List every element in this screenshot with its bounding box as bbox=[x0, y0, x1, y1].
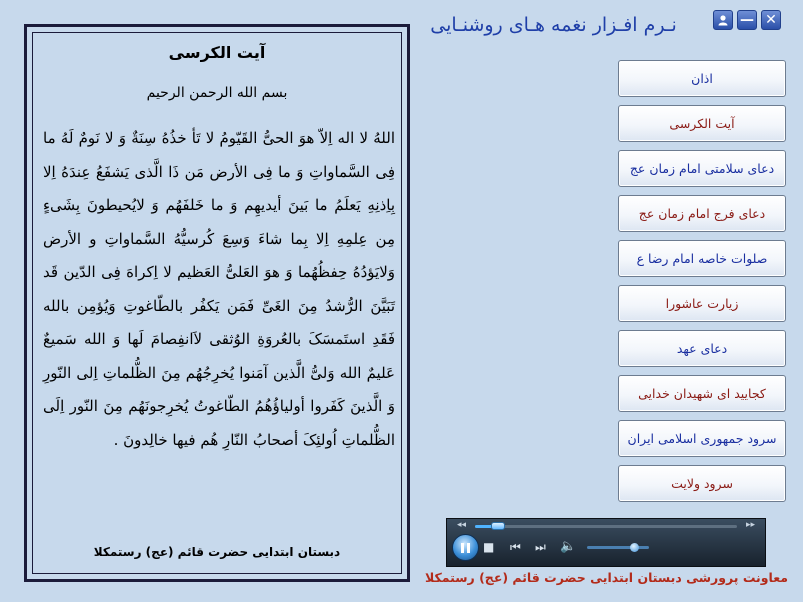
menu-button-faraj[interactable]: دعای فرج امام زمان عج bbox=[618, 195, 786, 232]
user-icon[interactable] bbox=[713, 10, 733, 30]
prayer-text-panel bbox=[24, 24, 410, 582]
pause-icon[interactable] bbox=[452, 534, 479, 561]
seek-bar[interactable] bbox=[475, 525, 737, 528]
stop-icon[interactable]: ■ bbox=[483, 540, 495, 554]
menu-button-ahd[interactable]: دعای عهد bbox=[618, 330, 786, 367]
window-controls bbox=[713, 10, 781, 30]
menu-button-salamati[interactable]: دعای سلامتی امام زمان عج bbox=[618, 150, 786, 187]
menu-button-shahidan[interactable]: کجایید ای شهیدان خدایی bbox=[618, 375, 786, 412]
seek-forward-icon[interactable]: ▸▸ bbox=[745, 520, 755, 530]
close-icon[interactable]: ✕ bbox=[761, 10, 781, 30]
menu-button-national-anthem[interactable]: سرود جمهوری اسلامی ایران bbox=[618, 420, 786, 457]
minimize-icon[interactable]: — bbox=[737, 10, 757, 30]
next-icon[interactable]: ⏭ bbox=[535, 540, 546, 554]
volume-slider[interactable] bbox=[587, 546, 649, 549]
prayer-title: آیت الکرسی bbox=[168, 43, 266, 62]
credit-text: معاونت پرورشی دبستان ابتدایی حضرت قائم (عج) رستمکلا bbox=[425, 570, 788, 585]
media-player bbox=[446, 518, 766, 567]
seek-thumb[interactable] bbox=[491, 522, 505, 530]
volume-icon[interactable]: 🔈 bbox=[560, 539, 577, 554]
menu-button-azan[interactable]: اذان bbox=[618, 60, 786, 97]
basmala: بسم الله الرحمن الرحیم bbox=[146, 85, 288, 101]
menu-button-velayat[interactable]: سرود ولایت bbox=[618, 465, 786, 502]
school-footer: دبستان ابتدایی حضرت قائم (عج) رستمکلا bbox=[93, 545, 341, 559]
menu-button-ziyarat-ashura[interactable]: زیارت عاشورا bbox=[618, 285, 786, 322]
app-title: نـرم افـزار نغمه هـای روشنـایی bbox=[430, 14, 677, 36]
menu-button-ayat-al-kursi[interactable]: آیت الکرسی bbox=[618, 105, 786, 142]
volume-thumb[interactable] bbox=[630, 543, 639, 552]
prayer-text: اللهُ لا اله اِلاّ هوَ الحیُّ القَیّومُ لا تَأ خذُهُ سِنَةٌ وَ لا نَومٌ لَهُ ما فِی السَّماواتِ وَ ما فِی الأرض مَن ذَا الَّذی یَشفَعُ عِندَهُ اِلا بِاِذنِهِ یَعلَمُ ما بَینَ أیدیهِم وَ ما خَلفَهُم وَ لایُحیطونَ بِشَیءٍ مِن عِلمِهِ اِلا بِما شاءَ وَسِعَ کُرسیُّهُ السَّماواتِ و الأرض وَلایَؤدُهُ حِفظُهُما وَ هوَ العَلیُّ العَظیم لا اِکراهَ فِی الدّین قَد تَبَیَّنَ الرُّشدُ مِنَ الغَیِّ فَمَن یَکفُر بالطّاغوتِ وَیُؤمِن بالله فَقَدِ استَمسَکَ بالعُروَةِ الوُثقی لاَانفِصامَ لَها وَ الله سَمیعٌ عَلیمٌ الله وَلیُّ الَّذین آمَنوا یُخرِجُهُم مِنَ الظُّلماتِ اِلی النّورِ وَ الَّذینَ کَفَروا أولیاؤُهُمُ الطّاغوتُ یُخرِجونَهُم مِنَ النّور اِلَی الظُّلماتِ اُولئِکَ أصحابُ النّارِ هُم فیها خالِدونَ . bbox=[43, 129, 395, 449]
prayer-menu bbox=[618, 60, 786, 510]
menu-button-salawat-reza[interactable]: صلوات خاصه امام رضا ع bbox=[618, 240, 786, 277]
seek-back-icon[interactable]: ◂◂ bbox=[457, 520, 467, 530]
previous-icon[interactable]: ⏮ bbox=[510, 540, 521, 554]
